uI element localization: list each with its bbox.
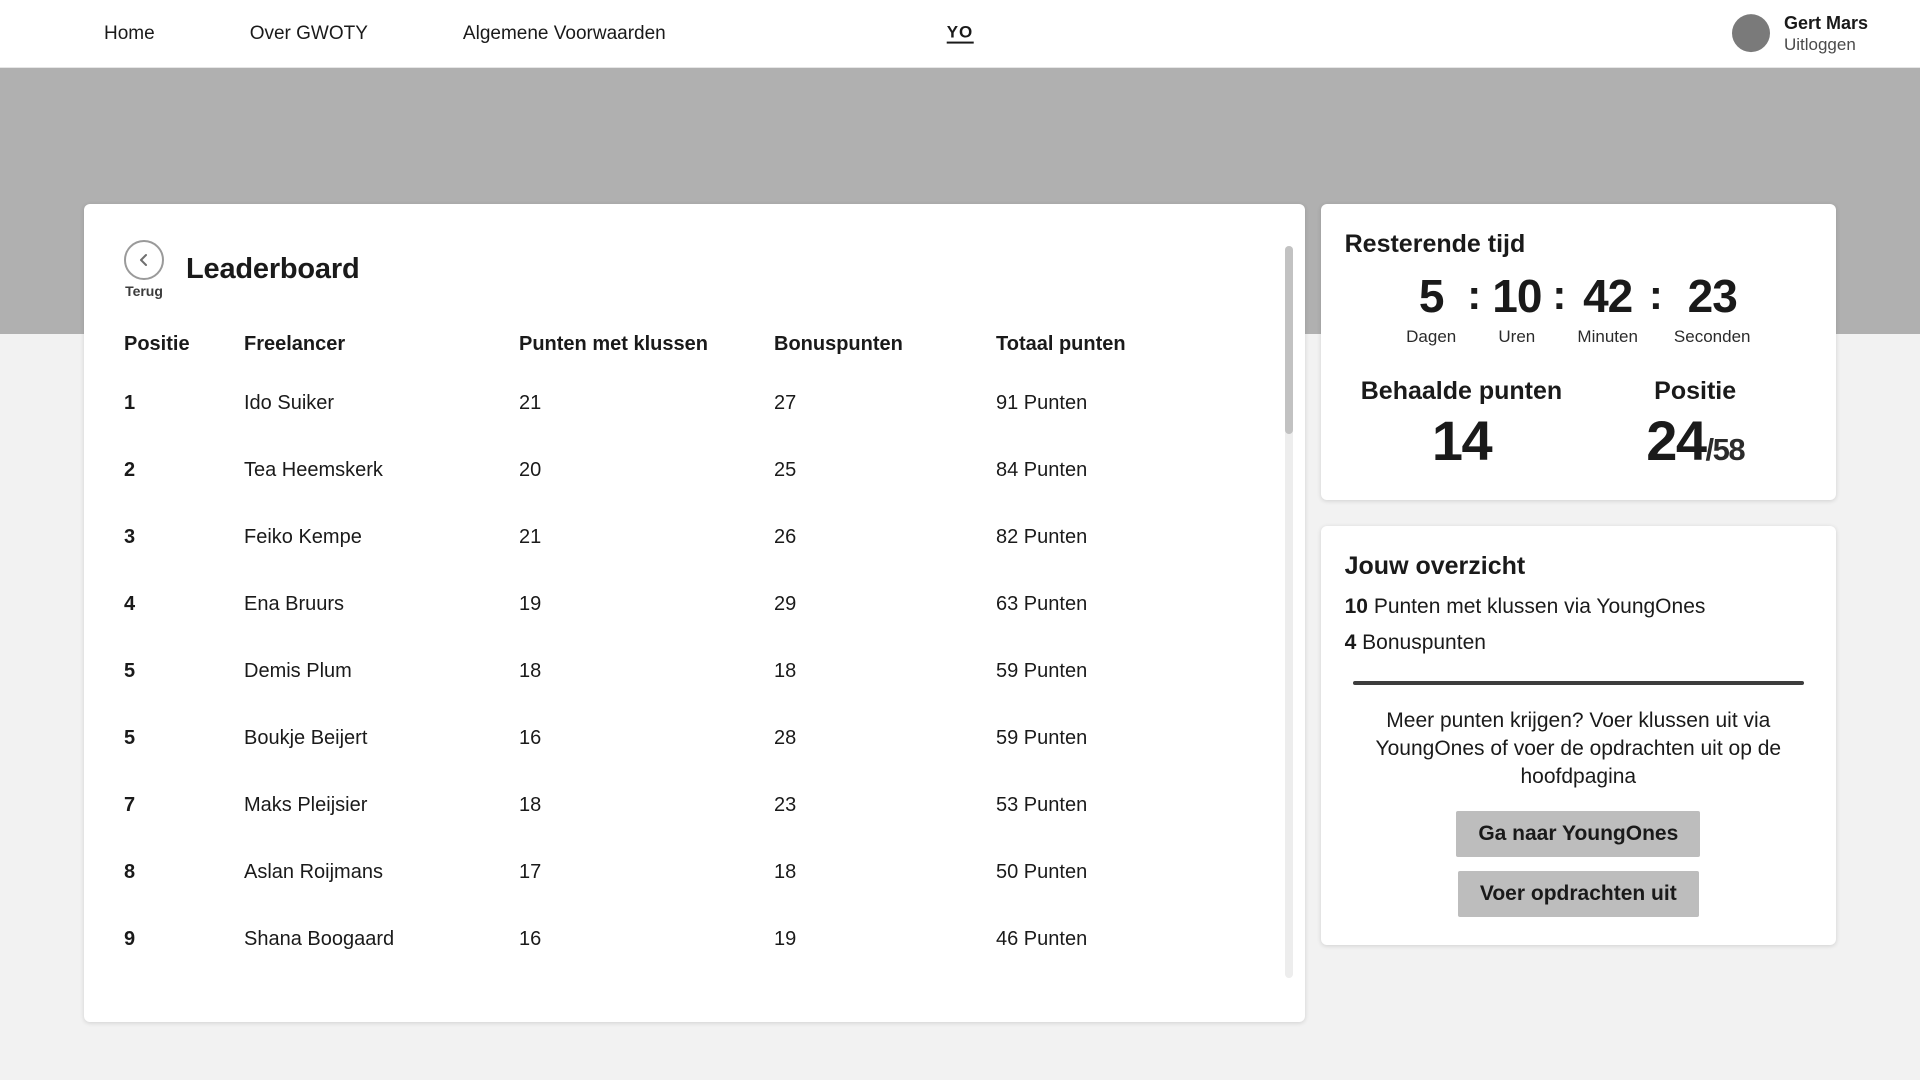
nav-link-home[interactable]: Home	[104, 22, 155, 44]
cell-totaal: 82 Punten	[996, 526, 1088, 548]
table-row	[124, 392, 1265, 459]
overview-bonus-value: 4	[1344, 630, 1357, 654]
cell-positie: 5	[124, 660, 136, 682]
cell-klussen: 18	[519, 660, 542, 682]
leaderboard-scrollbar[interactable]	[1285, 246, 1293, 978]
cell-freelancer: Boukje Beijert	[244, 727, 368, 749]
cell-bonus: 26	[774, 526, 797, 548]
top-navigation-bar	[0, 0, 1920, 68]
cell-freelancer: Ido Suiker	[244, 392, 335, 414]
cell-freelancer: Demis Plum	[244, 660, 352, 682]
cell-bonus: 19	[774, 928, 797, 950]
cell-klussen: 20	[519, 459, 542, 481]
position-block	[1578, 377, 1812, 472]
leaderboard-table-head	[124, 333, 1265, 392]
button-row-youngones	[1345, 811, 1812, 857]
column-header-freelancer: Freelancer	[244, 333, 346, 355]
cell-totaal: 84 Punten	[996, 459, 1088, 481]
table-row	[124, 660, 1265, 727]
overview-title: Jouw overzicht	[1344, 551, 1526, 580]
cell-positie: 1	[124, 392, 136, 414]
logout-link[interactable]: Uitloggen	[1783, 35, 1856, 55]
page-title: Leaderboard	[186, 253, 360, 285]
cell-klussen: 18	[519, 794, 542, 816]
overview-bonus-text: Bonuspunten	[1356, 630, 1486, 654]
table-row	[124, 794, 1265, 861]
back-button[interactable]	[124, 240, 164, 280]
position-rank: 24	[1646, 409, 1706, 472]
cell-bonus: 28	[774, 727, 797, 749]
cell-positie: 9	[124, 928, 136, 950]
countdown-minutes-value: 42	[1583, 270, 1633, 322]
cell-freelancer: Aslan Roijmans	[244, 861, 383, 883]
countdown-seconds-value: 23	[1687, 270, 1737, 322]
button-row-opdrachten	[1345, 871, 1812, 917]
cell-totaal: 59 Punten	[996, 727, 1088, 749]
cell-totaal: 46 Punten	[996, 928, 1088, 950]
overview-klussen-value: 10	[1344, 594, 1368, 618]
countdown-seconds-label: Seconden	[1673, 327, 1751, 346]
position-total: /58	[1705, 432, 1745, 467]
cell-freelancer: Feiko Kempe	[244, 526, 362, 548]
cell-positie: 8	[124, 861, 136, 883]
user-account-area[interactable]	[1732, 12, 1868, 56]
cell-bonus: 27	[774, 392, 797, 414]
cell-totaal: 59 Punten	[996, 660, 1088, 682]
right-column	[1321, 204, 1836, 945]
content-row	[0, 204, 1920, 1022]
remaining-time-card	[1321, 204, 1836, 500]
cell-freelancer: Shana Boogaard	[244, 928, 395, 950]
user-name: Gert Mars	[1783, 12, 1868, 33]
user-text	[1784, 12, 1868, 56]
brand-logo-text: YO	[947, 23, 974, 44]
column-header-totaal-punten: Totaal punten	[996, 333, 1126, 355]
countdown-hours-label: Uren	[1498, 327, 1536, 346]
cell-totaal: 63 Punten	[996, 593, 1088, 615]
cell-totaal: 50 Punten	[996, 861, 1088, 883]
column-header-positie: Positie	[124, 333, 190, 355]
column-header-punten-met-klussen: Punten met klussen	[519, 333, 708, 355]
stats-row	[1345, 377, 1812, 472]
cell-positie: 7	[124, 794, 136, 816]
countdown-seconds	[1670, 270, 1755, 347]
cell-freelancer: Ena Bruurs	[244, 593, 345, 615]
nav-link-over-gwoty[interactable]: Over GWOTY	[249, 22, 368, 44]
countdown-days-value: 5	[1418, 270, 1444, 322]
table-header-row	[124, 333, 1265, 392]
leaderboard-header	[124, 240, 1265, 299]
leaderboard-table	[124, 333, 1265, 995]
overview-klussen-text: Punten met klussen via YoungOnes	[1367, 594, 1706, 618]
cell-freelancer: Maks Pleijsier	[244, 794, 368, 816]
countdown-hours	[1488, 270, 1545, 347]
countdown-days	[1402, 270, 1460, 347]
cell-klussen: 21	[519, 526, 542, 548]
achieved-points-label: Behaalde punten	[1360, 377, 1563, 405]
countdown-separator: :	[1467, 271, 1482, 318]
table-row	[124, 593, 1265, 660]
cell-totaal: 53 Punten	[996, 794, 1088, 816]
table-row	[124, 928, 1265, 995]
leaderboard-table-body	[124, 392, 1265, 995]
perform-assignments-button[interactable]: Voer opdrachten uit	[1458, 871, 1699, 917]
leaderboard-scrollbar-thumb[interactable]	[1285, 246, 1293, 434]
cell-bonus: 29	[774, 593, 797, 615]
countdown-minutes-label: Minuten	[1577, 327, 1638, 346]
cell-klussen: 16	[519, 727, 542, 749]
back-control[interactable]	[124, 240, 164, 299]
cell-freelancer: Tea Heemskerk	[244, 459, 383, 481]
countdown-separator: :	[1552, 271, 1567, 318]
table-row	[124, 727, 1265, 794]
cell-bonus: 18	[774, 861, 797, 883]
table-row	[124, 459, 1265, 526]
position-value	[1578, 410, 1812, 472]
cell-positie: 3	[124, 526, 136, 548]
cell-totaal: 91 Punten	[996, 392, 1088, 414]
countdown-timer	[1345, 270, 1812, 347]
cell-klussen: 17	[519, 861, 542, 883]
remaining-time-title: Resterende tijd	[1344, 230, 1526, 258]
column-header-bonuspunten: Bonuspunten	[774, 333, 903, 355]
cell-bonus: 18	[774, 660, 797, 682]
countdown-separator: :	[1648, 271, 1663, 318]
achieved-points-block	[1345, 377, 1579, 472]
countdown-hours-value: 10	[1492, 270, 1542, 322]
cell-positie: 5	[124, 727, 136, 749]
divider	[1353, 681, 1804, 685]
overview-card	[1321, 526, 1836, 945]
countdown-minutes	[1573, 270, 1641, 347]
position-label: Positie	[1654, 377, 1737, 405]
table-row	[124, 526, 1265, 593]
nav-link-algemene-voorwaarden[interactable]: Algemene Voorwaarden	[462, 22, 666, 44]
table-row	[124, 861, 1265, 928]
cell-klussen: 16	[519, 928, 542, 950]
nav-links	[104, 23, 761, 45]
overview-line-klussen	[1345, 595, 1812, 619]
cell-positie: 2	[124, 459, 136, 481]
go-to-youngones-button[interactable]: Ga naar YoungOnes	[1456, 811, 1700, 857]
overview-line-bonuspunten	[1345, 631, 1812, 655]
back-label: Terug	[125, 283, 163, 299]
achieved-points-value: 14	[1431, 409, 1492, 472]
cell-klussen: 19	[519, 593, 542, 615]
cell-bonus: 25	[774, 459, 797, 481]
countdown-days-label: Dagen	[1406, 327, 1457, 346]
avatar	[1732, 15, 1770, 53]
cell-bonus: 23	[774, 794, 797, 816]
overview-info-text: Meer punten krijgen? Voer klussen uit via YoungOnes of voer de opdrachten uit op de hoofdpagina	[1375, 708, 1782, 788]
cell-positie: 4	[124, 593, 136, 615]
chevron-left-icon	[137, 253, 151, 267]
cell-klussen: 21	[519, 392, 542, 414]
leaderboard-card	[84, 204, 1305, 1022]
brand-logo[interactable]	[947, 23, 974, 44]
